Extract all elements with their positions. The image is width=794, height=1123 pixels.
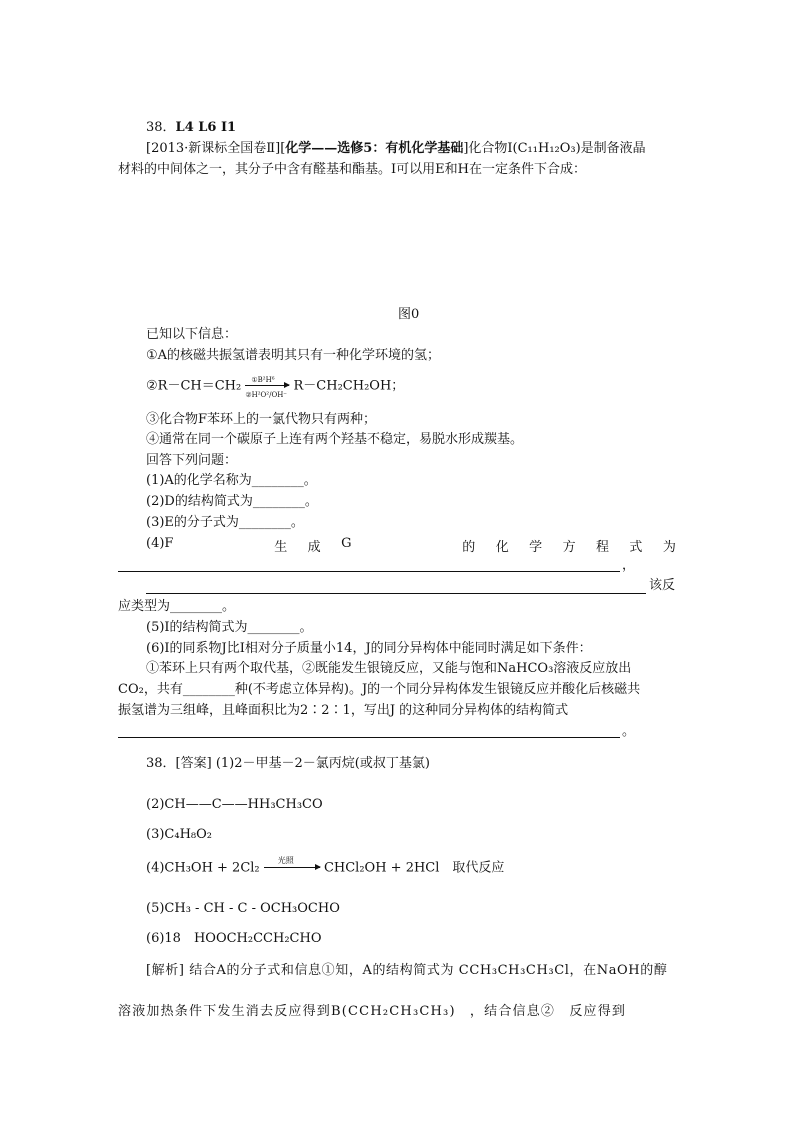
- subject-bracket-close: ]: [463, 141, 469, 156]
- q6-end: 。: [622, 724, 636, 739]
- question-number: 38．: [146, 120, 176, 135]
- info-2-product: R－CH₂CH₂OH；: [293, 378, 405, 394]
- answer-6: (6)18 HOOCH₂CCH₂CHO: [146, 931, 322, 946]
- answer-2: (2)CH——C——HH₃CH₃CO: [146, 797, 323, 812]
- q6-line-3: CO₂，共有________种(不考虑立体异构)。J的一个同分异构体发生银镜反应并酸化后核磁共: [118, 682, 641, 697]
- q4-word: 生: [274, 540, 288, 555]
- q1: (1)A的化学名称为________。: [146, 473, 317, 488]
- q4-word: 的: [462, 540, 476, 555]
- q6-line-2: ①苯环上只有两个取代基，②既能发生银镜反应，又能与饱和NaHCO₃溶液反应放出: [146, 661, 632, 676]
- q4-word: 化: [495, 540, 509, 555]
- question-subject: 化学——选修5：有机化学基础: [285, 141, 464, 156]
- info-1: ①A的核磁共振氢谱表明其只有一种化学环境的氢；: [146, 348, 441, 363]
- question-source: [2013·新课标全国卷Ⅱ]: [146, 141, 281, 156]
- question-intro-line-2: 材料的中间体之一，其分子中含有醛基和酯基。I可以用E和H在一定条件下合成：: [118, 162, 586, 177]
- q3: (3)E的分子式为________。: [146, 515, 304, 530]
- question-tags: L4 L6 I1: [175, 120, 237, 135]
- q4-word: 方: [562, 540, 576, 555]
- arrow-icon: [245, 385, 289, 386]
- q4-word: 程: [595, 540, 609, 555]
- q5: (5)I的结构简式为________。: [146, 620, 313, 635]
- question-intro-text: 化合物I(C₁₁H₁₂O₃)是制备液晶: [468, 141, 646, 156]
- q4-word: 式: [629, 540, 643, 555]
- info-2-condition-top: ①B²H⁶: [251, 376, 275, 384]
- question-intro-line-1: [146, 141, 646, 157]
- analysis-line-1: [解析] 结合A的分子式和信息①知，A的结构简式为 CCH₃CH₃CH₃Cl，在NaOH的醇: [146, 963, 668, 978]
- answer-blank-line: [118, 571, 620, 572]
- answer-4: [146, 856, 505, 877]
- q4-line-1: [146, 536, 676, 555]
- reaction-arrow: [264, 856, 320, 876]
- q4-comma: ，: [622, 558, 636, 573]
- q6-line-1: (6)I的同系物J比I相对分子质量小14，J的同分异构体中能同时满足如下条件：: [146, 641, 592, 656]
- q6-line-4: 振氢谱为三组峰，且峰面积比为2∶2∶1，写出J 的这种同分异构体的结构简式: [118, 703, 569, 718]
- q4-line-3: 应类型为________。: [118, 599, 236, 614]
- q4-word: 成: [307, 540, 321, 555]
- answer-5: (5)CH₃ - CH - C - OCH₃OCHO: [146, 901, 340, 916]
- q4-word: 学: [529, 540, 543, 555]
- answer-blank-line: [118, 737, 620, 738]
- info-2-reactant: ②R－CH＝CH₂: [146, 378, 242, 394]
- subject-bracket-open: [: [280, 141, 286, 156]
- answer-blank-line: [146, 593, 646, 594]
- answer-header: 38．[答案] (1)2－甲基－2－氯丙烷(或叔丁基氯): [146, 756, 430, 771]
- arrow-icon: [264, 867, 320, 868]
- answer-4-reactants: (4)CH₃OH + 2Cl₂: [146, 860, 260, 876]
- answer-intro: 回答下列问题：: [146, 453, 238, 468]
- q4-word: (4)F: [146, 536, 174, 551]
- q4-word: 为: [662, 540, 676, 555]
- q4-word: G: [341, 536, 352, 551]
- known-title: 已知以下信息：: [146, 327, 238, 342]
- info-3: ③化合物F苯环上的一氯代物只有两种；: [146, 412, 377, 427]
- info-2-condition-bottom: ②H²O²/OH⁻: [245, 391, 288, 399]
- info-4: ④通常在同一个碳原子上连有两个羟基不稳定，易脱水形成羰基。: [146, 432, 524, 447]
- info-2: [146, 376, 405, 399]
- q4-reaction-type-label: 该反: [649, 578, 676, 593]
- analysis-line-2: 溶液加热条件下发生消去反应得到B(CCH₂CH₃CH₃) ，结合信息② 反应得到: [118, 1004, 627, 1019]
- answer-4-products: CHCl₂OH + 2HCl 取代反应: [323, 860, 505, 876]
- reaction-arrow: [245, 376, 289, 399]
- answer-3: (3)C₄H₈O₂: [146, 827, 212, 842]
- question-header: [146, 120, 236, 136]
- answer-4-condition: 光照: [277, 856, 294, 865]
- figure-caption: 图0: [398, 307, 420, 322]
- q2: (2)D的结构简式为________。: [146, 494, 318, 509]
